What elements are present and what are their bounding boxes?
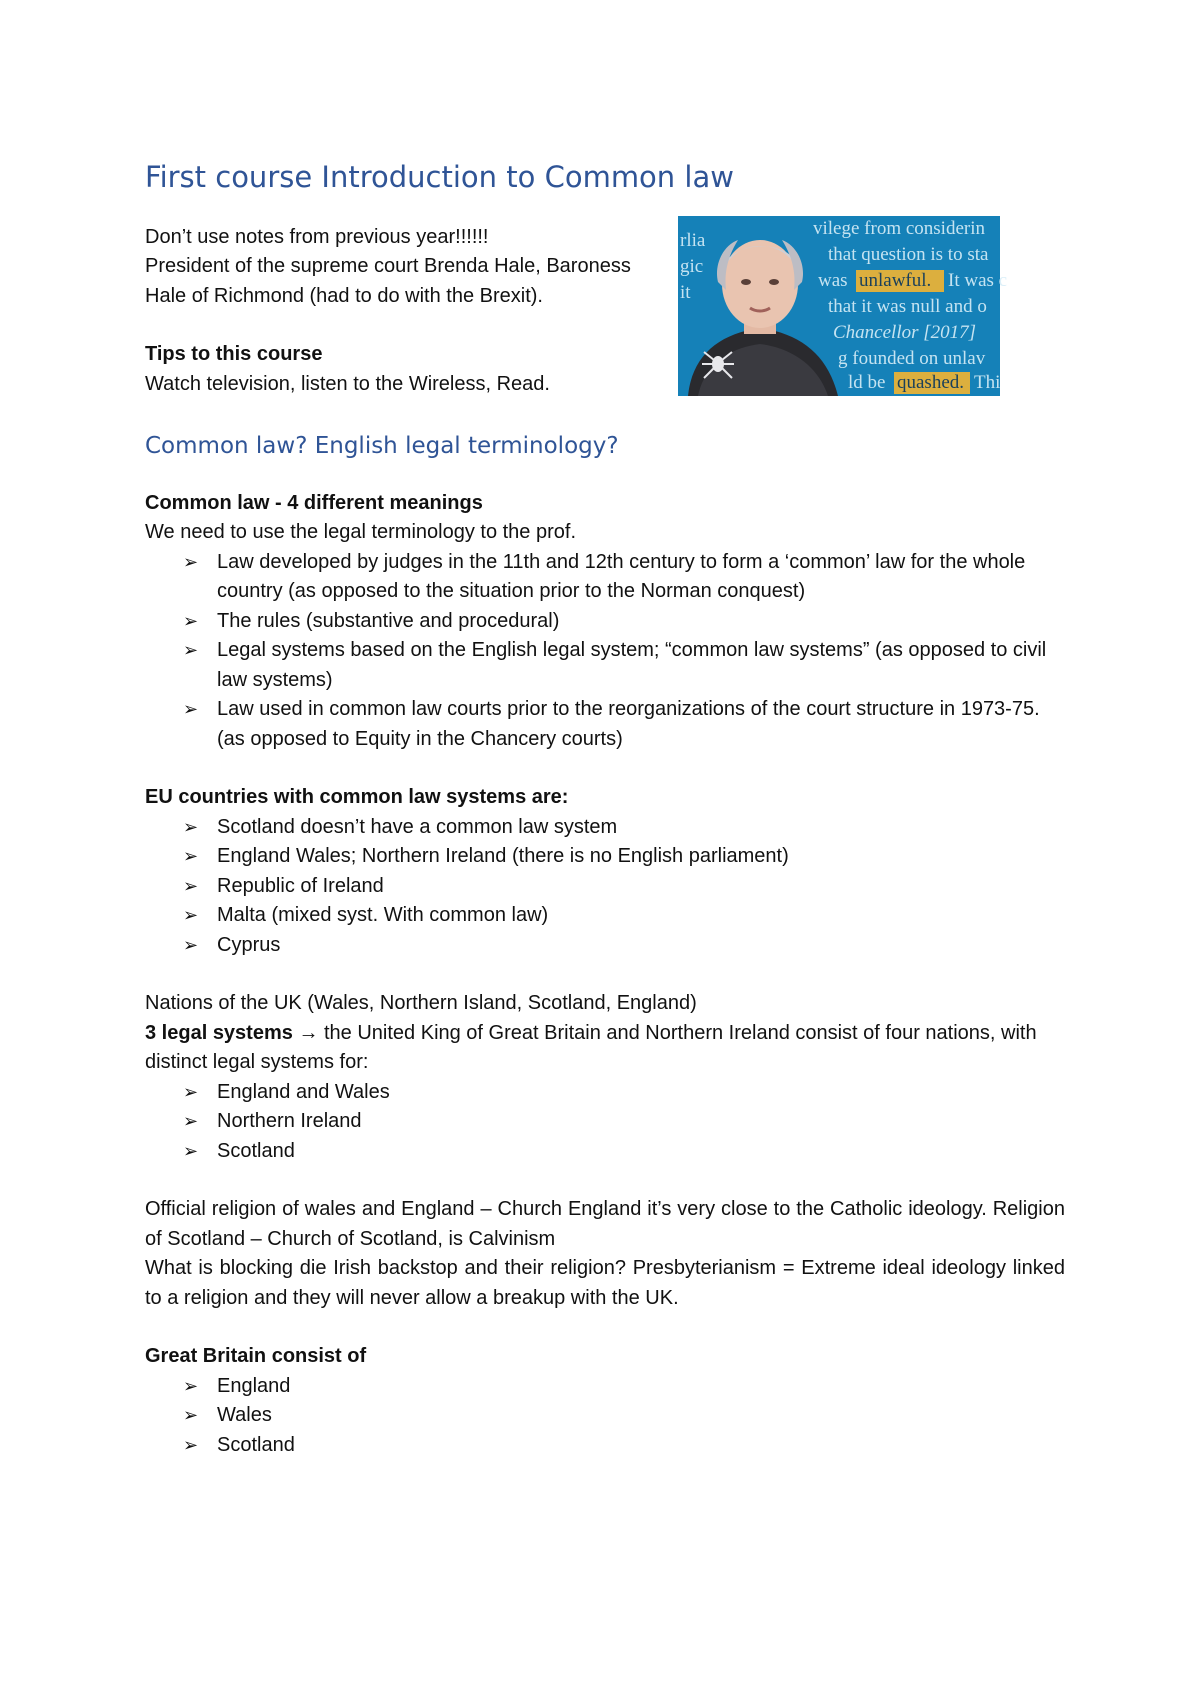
list-item: ➢ Northern Ireland bbox=[145, 1107, 1065, 1137]
photo-text-line: unlawful. bbox=[859, 270, 932, 291]
list-item: ➢ England bbox=[145, 1372, 1065, 1402]
legal-systems-paragraph: 3 legal systems → the United King of Great Britain and Northern Ireland consist of four nations, with distinct legal systems for: bbox=[145, 1021, 1037, 1074]
arrow-bullet-icon: ➢ bbox=[183, 846, 199, 867]
gb-heading: Great Britain consist of bbox=[145, 1345, 367, 1368]
tips-heading: Tips to this course bbox=[145, 343, 323, 366]
legal-systems-list bbox=[145, 1078, 1065, 1167]
list-item: ➢ Legal systems based on the English legal system; “common law systems” (as opposed to civil law systems) bbox=[145, 636, 1065, 695]
photo-text-line: quashed. bbox=[897, 372, 965, 393]
photo-text-line: that it was null and o bbox=[828, 296, 987, 317]
list-item: ➢ Malta (mixed syst. With common law) bbox=[145, 901, 1065, 931]
photo-text-line: it bbox=[680, 282, 691, 303]
photo-text-line: was bbox=[818, 270, 848, 291]
photo-text-line: ld be bbox=[848, 372, 886, 393]
eu-list bbox=[145, 813, 1065, 961]
photo-illustration bbox=[678, 216, 1008, 396]
intro-block bbox=[145, 223, 650, 400]
arrow-bullet-icon: ➢ bbox=[183, 905, 199, 926]
photo-text-line: Thi bbox=[974, 372, 1001, 393]
meanings-text: We need to use the legal terminology to the prof. bbox=[145, 521, 577, 544]
list-item: ➢ Scotland bbox=[145, 1137, 1065, 1167]
arrow-bullet-icon: ➢ bbox=[183, 1434, 199, 1455]
brenda-hale-photo bbox=[678, 216, 1008, 396]
arrow-bullet-icon: ➢ bbox=[183, 875, 199, 896]
arrow-bullet-icon: ➢ bbox=[183, 551, 199, 572]
photo-text-line: g founded on unlav bbox=[838, 348, 986, 369]
list-item: ➢ England and Wales bbox=[145, 1078, 1065, 1108]
arrow-bullet-icon: ➢ bbox=[183, 1081, 199, 1102]
arrow-bullet-icon: ➢ bbox=[183, 934, 199, 955]
list-item: ➢ The rules (substantive and procedural) bbox=[145, 607, 1065, 637]
arrow-bullet-icon: ➢ bbox=[183, 1405, 199, 1426]
list-item: ➢ Scotland doesn’t have a common law system bbox=[145, 813, 1065, 843]
intro-line-2: President of the supreme court Brenda Hale, Baroness Hale of Richmond (had to do with the Brexit). bbox=[145, 255, 631, 307]
list-item: ➢ Law used in common law courts prior to the reorganizations of the court structure in 1973-75. (as opposed to Equity in the Chancery courts) bbox=[145, 695, 1065, 754]
arrow-bullet-icon: ➢ bbox=[183, 1111, 199, 1132]
list-item: ➢ Wales bbox=[145, 1401, 1065, 1431]
photo-text-line: vilege from considerin bbox=[813, 218, 986, 239]
eu-heading: EU countries with common law systems are: bbox=[145, 786, 569, 809]
intro-line-1: Don’t use notes from previous year!!!!!! bbox=[145, 225, 489, 248]
right-arrow-icon: → bbox=[298, 1021, 319, 1044]
arrow-bullet-icon: ➢ bbox=[183, 640, 199, 661]
arrow-bullet-icon: ➢ bbox=[183, 1375, 199, 1396]
photo-text-line: gic bbox=[680, 256, 704, 277]
arrow-bullet-icon: ➢ bbox=[183, 816, 199, 837]
religion-paragraph-1: Official religion of wales and England – Church England it’s very close to the Catholic ideology. Religion of Scotland – Church of Scotland, is Calvinism bbox=[145, 1198, 1065, 1250]
photo-text-line: It was c bbox=[948, 270, 1008, 291]
meanings-list bbox=[145, 548, 1065, 755]
list-item: ➢ England Wales; Northern Ireland (there is no English parliament) bbox=[145, 842, 1065, 872]
photo-text-line: Chancellor [2017] bbox=[833, 322, 977, 343]
page-title: First course Introduction to Common law bbox=[145, 160, 734, 194]
meanings-heading: Common law - 4 different meanings bbox=[145, 491, 483, 514]
list-item: ➢ Republic of Ireland bbox=[145, 872, 1065, 902]
list-item: ➢ Scotland bbox=[145, 1431, 1065, 1461]
nations-line: Nations of the UK (Wales, Northern Island, Scotland, England) bbox=[145, 992, 697, 1015]
arrow-bullet-icon: ➢ bbox=[183, 610, 199, 631]
tips-text: Watch television, listen to the Wireless, Read. bbox=[145, 372, 550, 395]
list-item: ➢ Cyprus bbox=[145, 931, 1065, 961]
list-item: ➢ Law developed by judges in the 11th and 12th century to form a ‘common’ law for the whole country (as opposed to the situation prior to the Norman conquest) bbox=[145, 548, 1065, 607]
photo-text-line: rlia bbox=[680, 230, 706, 251]
section-title-common-law: Common law? English legal terminology? bbox=[145, 433, 619, 460]
religion-paragraph-2: What is blocking die Irish backstop and their religion? Presbyterianism = Extreme ideal ideology linked to a religion and they will never allow a breakup with the UK. bbox=[145, 1257, 1065, 1309]
gb-list bbox=[145, 1372, 1065, 1461]
arrow-bullet-icon: ➢ bbox=[183, 699, 199, 720]
photo-text-line: that question is to sta bbox=[828, 244, 989, 265]
arrow-bullet-icon: ➢ bbox=[183, 1140, 199, 1161]
